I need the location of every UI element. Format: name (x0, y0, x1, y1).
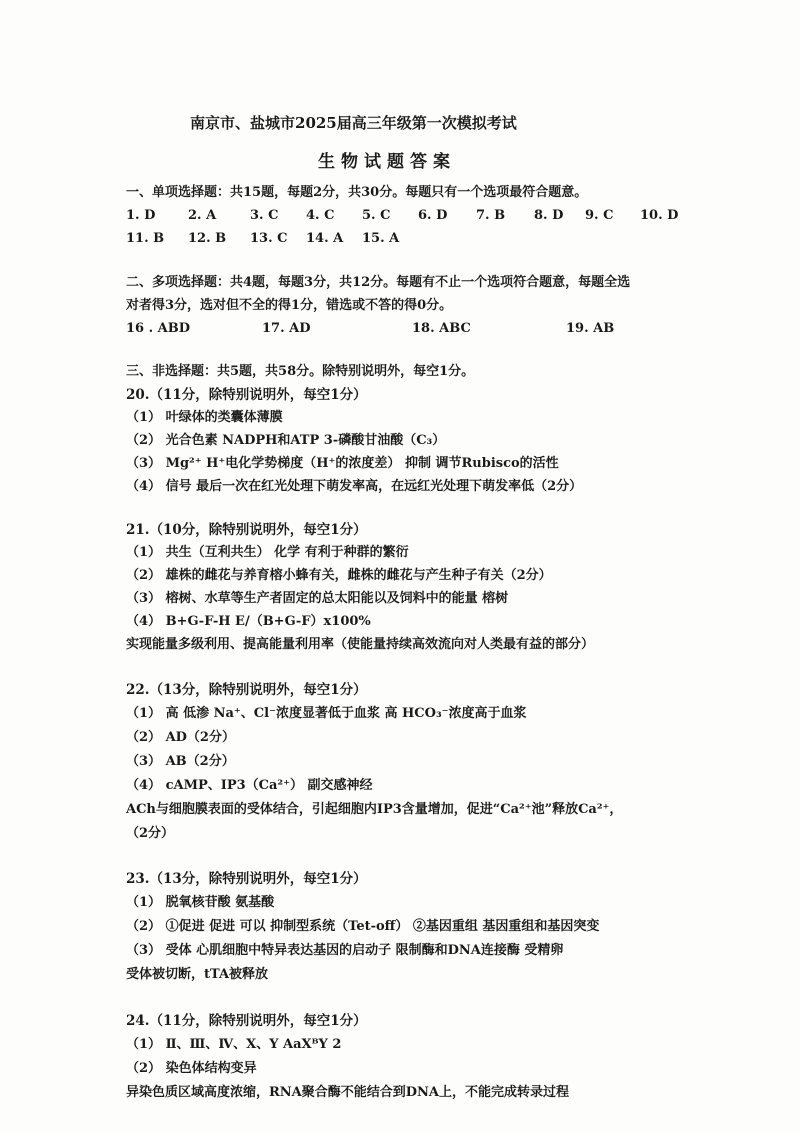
question-22-head: 22.（13分，除特别说明外，每空1分） (126, 682, 367, 698)
question-22-line: （4） cAMP、IP3（Ca²⁺） 副交感神经 (126, 778, 373, 793)
answer-item: 12. B (188, 231, 227, 246)
section1-heading: 一、单项选择题：共15题，每题2分，共30分。每题只有一个选项最符合题意。 (126, 185, 588, 200)
question-20-line: （1） 叶绿体的类囊体薄膜 (126, 410, 283, 425)
section3-heading: 三、非选择题：共5题，共58分。除特别说明外，每空1分。 (126, 364, 475, 379)
question-21-line: （4） B+G-F-H E/（B+G-F）x100% (126, 614, 371, 629)
answer-item: 8. D (534, 208, 564, 223)
section2-heading-line2: 对者得3分，选对但不全的得1分，错选或不答的得0分。 (126, 298, 453, 313)
question-23-line: 受体被切断，tTA被释放 (126, 967, 269, 982)
answer-item: 4. C (306, 208, 335, 223)
question-22-line: （2分） (126, 826, 175, 841)
question-20-head: 20.（11分，除特别说明外，每空1分） (126, 387, 367, 403)
question-21-line: （3） 榕树、水草等生产者固定的总太阳能以及饲料中的能量 榕树 (126, 591, 509, 606)
question-24-head: 24.（11分，除特别说明外，每空1分） (126, 1013, 367, 1029)
question-21-head: 21.（10分，除特别说明外，每空1分） (126, 522, 367, 538)
question-23-line: （3） 受体 心肌细胞中特异表达基因的启动子 限制酶和DNA连接酶 受精卵 (126, 943, 564, 958)
document-title: 南京市、盐城市2025届高三年级第一次模拟考试 (190, 114, 517, 132)
question-22-line: （3） AB（2分） (126, 754, 235, 769)
answer-item: 1. D (126, 208, 156, 223)
section2-heading-line1: 二、多项选择题：共4题，每题3分，共12分。每题有不止一个选项符合题意，每题全选 (126, 275, 631, 290)
question-23-line: （2） ①促进 促进 可以 抑制型系统（Tet-off） ②基因重组 基因重组和基因突变 (126, 919, 600, 934)
question-22-line: ACh与细胞膜表面的受体结合，引起细胞内IP3含量增加，促进“Ca²⁺池”释放Ca²⁺， (126, 802, 623, 817)
answer-item: 3. C (250, 208, 279, 223)
question-21-line: （1） 共生（互利共生） 化学 有利于种群的繁衍 (126, 545, 409, 560)
answer-item: 13. C (250, 231, 288, 246)
answer-item: 19. AB (566, 321, 615, 336)
question-21-line: （2） 雄株的雌花与养育榕小蜂有关，雌株的雌花与产生种子有关（2分） (126, 568, 552, 583)
document-subtitle: 生物试题答案 (318, 152, 456, 172)
answer-item: 5. C (362, 208, 391, 223)
answer-item: 2. A (188, 208, 217, 223)
answer-item: 16 . ABD (126, 321, 191, 336)
question-20-line: （3） Mg²⁺ H⁺电化学势梯度（H⁺的浓度差） 抑制 调节Rubisco的活性 (126, 456, 559, 471)
question-20-line: （2） 光合色素 NADPH和ATP 3-磷酸甘油酸（C₃） (126, 433, 446, 448)
question-24-line: （1） Ⅱ、Ⅲ、Ⅳ、X、Y AaXᴮY 2 (126, 1037, 342, 1052)
question-23-line: （1） 脱氧核苷酸 氨基酸 (126, 895, 275, 910)
answer-item: 14. A (306, 231, 344, 246)
answer-item: 6. D (418, 208, 448, 223)
question-23-head: 23.（13分，除特别说明外，每空1分） (126, 871, 367, 887)
question-21-line: 实现能量多级利用、提高能量利用率（使能量持续高效流向对人类最有益的部分） (126, 637, 595, 652)
question-22-line: （1） 高 低渗 Na⁺、Cl⁻浓度显著低于血浆 高 HCO₃⁻浓度高于血浆 (126, 706, 527, 721)
answer-item: 11. B (126, 231, 165, 246)
answer-item: 7. B (476, 208, 506, 223)
answer-item: 9. C (585, 208, 614, 223)
answer-item: 10. D (640, 208, 679, 223)
question-20-line: （4） 信号 最后一次在红光处理下萌发率高，在远红光处理下萌发率低（2分） (126, 479, 583, 494)
question-24-line: （2） 染色体结构变异 (126, 1061, 257, 1076)
question-24-line: 异染色质区域高度浓缩，RNA聚合酶不能结合到DNA上，不能完成转录过程 (126, 1085, 570, 1100)
answer-item: 17. AD (262, 321, 311, 336)
answer-item: 15. A (362, 231, 400, 246)
answer-item: 18. ABC (412, 321, 471, 336)
question-22-line: （2） AD（2分） (126, 730, 235, 745)
